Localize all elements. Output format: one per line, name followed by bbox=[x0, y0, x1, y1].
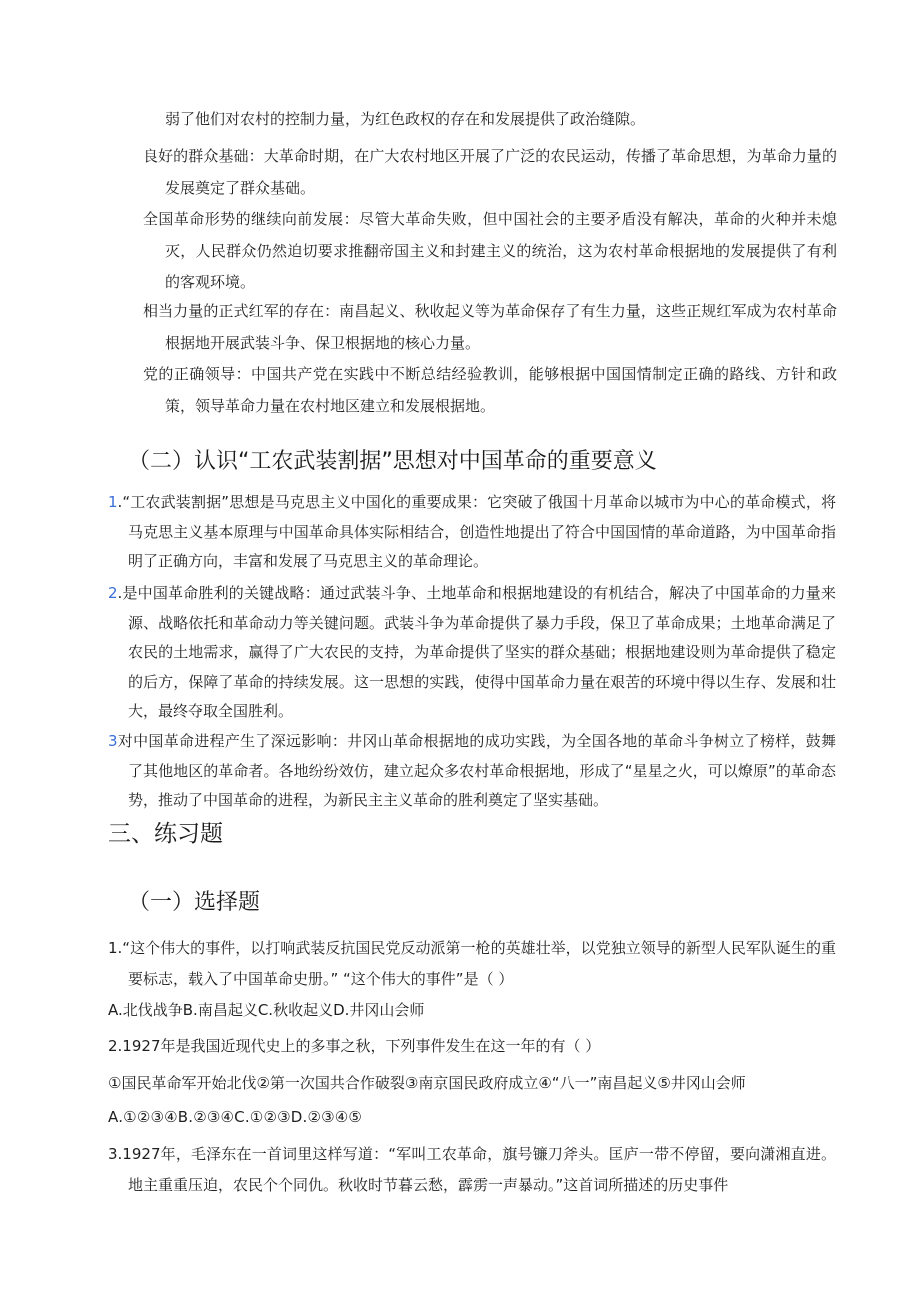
point-number: 2 bbox=[108, 584, 118, 602]
condition-item: 相当力量的正式红军的存在：南昌起义、秋收起义等为革命保存了有生力量，这些正规红军成为农村革命根据地开展武装斗争、保卫根据地的核心力量。 bbox=[143, 302, 837, 352]
point-number: 1 bbox=[108, 493, 118, 511]
point-text: .“工农武装割据”思想是马克思主义中国化的重要成果：它突破了俄国十月革命以城市为中心的革命模式，将马克思主义基本原理与中国革命具体实际相结合，创造性地提出了符合中国国情的革命道路，为中国革命指明了正确方向，丰富和发展了马克思主义的革命理论。 bbox=[117, 493, 836, 570]
question-3: 3.1927年，毛泽东在一首词里这样写道：“军叫工农革命，旗号镰刀斧头。匡庐一带不停留，要向潇湘直进。地主重重压迫，农民个个同仇。秋收时节暮云愁，霹雳一声暴动。”这首词所描述的历史事件 bbox=[108, 1145, 836, 1194]
question-2-options: A.①②③④B.②③④C.①②③D.②③④⑤ bbox=[108, 1108, 363, 1126]
point-text: .是中国革命胜利的关键战略：通过武装斗争、土地革命和根据地建设的有机结合，解决了中国革命的力量来源、战略依托和革命动力等关键问题。武装斗争为革命提供了暴力手段，保卫了革命成果；土地革命满足了农民的土地需求，赢得了广大农民的支持，为革命提供了坚实的群众基础；根据地建设则为革命提供了稳定的后方，保障了革命的持续发展。这一思想的实践，使得中国革命力量在艰苦的环境中得以生存、发展和壮大，最终夺取全国胜利。 bbox=[117, 584, 836, 720]
paragraph-continuation: 弱了他们对农村的控制力量，为红色政权的存在和发展提供了政治缝隙。 bbox=[165, 110, 646, 128]
condition-item: 党的正确领导：中国共产党在实践中不断总结经验教训，能够根据中国国情制定正确的路线、方针和政策，领导革命力量在农村地区建立和发展根据地。 bbox=[143, 365, 837, 415]
question-2-event-list: ①国民革命军开始北伐②第一次国共合作破裂③南京国民政府成立④“八一”南昌起义⑤井冈山会师 bbox=[108, 1074, 746, 1092]
section-heading: （二）认识“工农武装割据”思想对中国革命的重要意义 bbox=[128, 449, 657, 474]
condition-item: 全国革命形势的继续向前发展：尽管大革命失败，但中国社会的主要矛盾没有解决，革命的火种并未熄灭，人民群众仍然迫切要求推翻帝国主义和封建主义的统治，这为农村革命根据地的发展提供了有利的客观环境。 bbox=[143, 210, 837, 291]
significance-point bbox=[108, 579, 836, 727]
question-1-options: A.北伐战争B.南昌起义C.秋收起义D.井冈山会师 bbox=[108, 1001, 425, 1019]
question-2: 2.1927年是我国近现代史上的多事之秋，下列事件发生在这一年的有（ ） bbox=[108, 1037, 601, 1055]
significance-point bbox=[108, 727, 836, 816]
point-text: 对中国革命进程产生了深远影响：井冈山革命根据地的成功实践，为全国各地的革命斗争树立了榜样，鼓舞了其他地区的革命者。各地纷纷效仿，建立起众多农村革命根据地，形成了“星星之火，可以燎原”的革命态势，推动了中国革命的进程，为新民主主义革命的胜利奠定了坚实基础。 bbox=[117, 732, 836, 809]
section-title: 三、练习题 bbox=[108, 821, 223, 847]
subsection-heading: （一）选择题 bbox=[128, 890, 261, 915]
condition-item: 良好的群众基础：大革命时期，在广大农村地区开展了广泛的农民运动，传播了革命思想，为革命力量的发展奠定了群众基础。 bbox=[143, 147, 837, 197]
significance-point bbox=[108, 488, 836, 577]
point-number: 3 bbox=[108, 732, 118, 750]
question-1: 1.“这个伟大的事件，以打响武装反抗国民党反动派第一枪的英雄壮举，以党独立领导的新型人民军队诞生的重要标志，载入了中国革命史册。” “这个伟大的事件”是（ ） bbox=[108, 939, 836, 988]
